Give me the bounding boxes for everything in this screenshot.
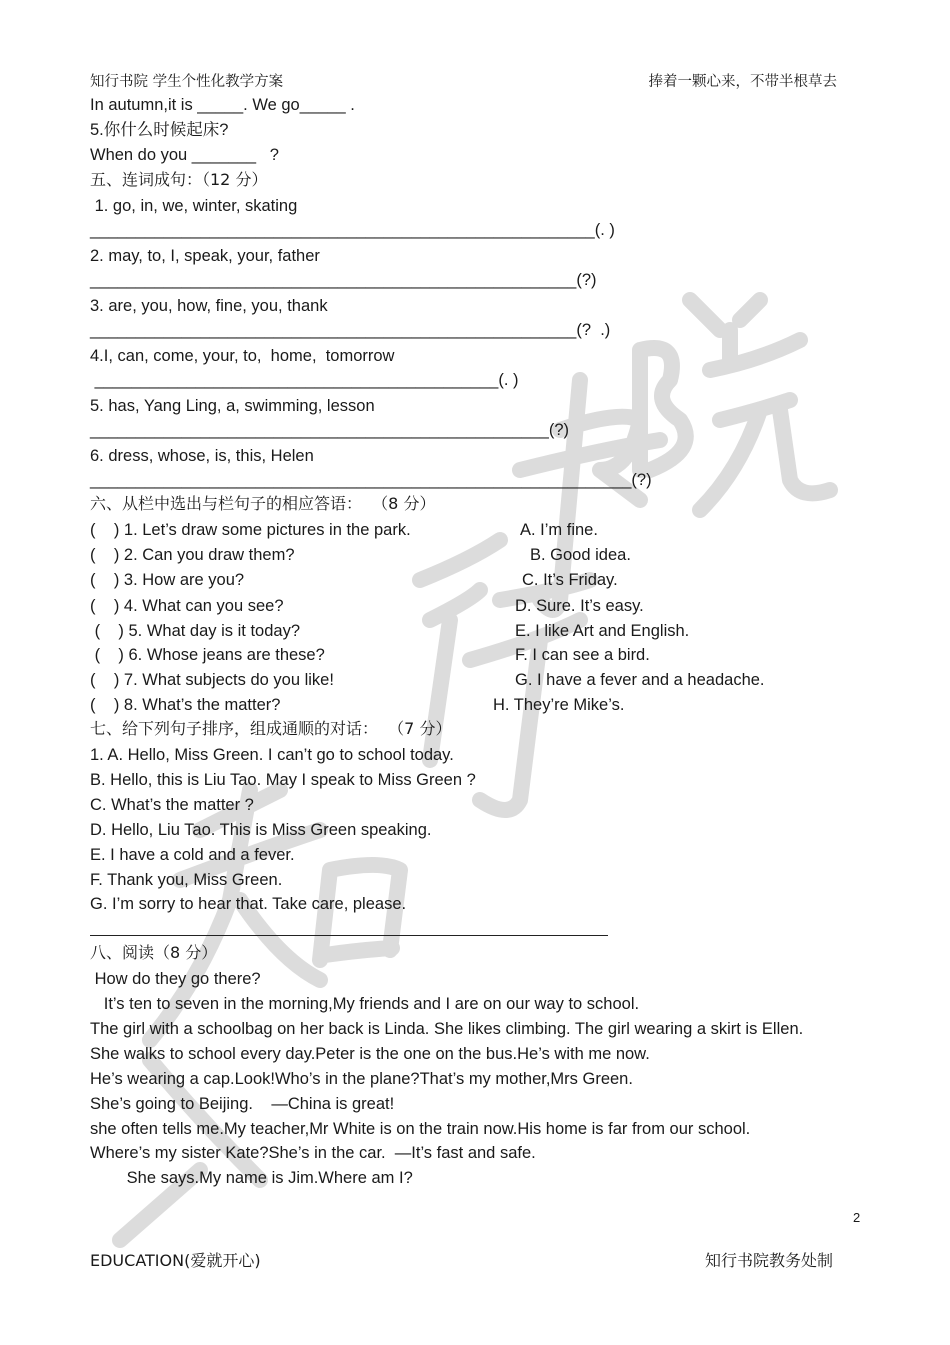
reading-line: She says.My name is Jim.Where am I? bbox=[90, 1169, 413, 1187]
question-line: 6. dress, whose, is, this, Helen bbox=[90, 447, 314, 465]
question-line: 3. are, you, how, fine, you, thank bbox=[90, 297, 328, 315]
dialogue-line: 1. A. Hello, Miss Green. I can’t go to school today. bbox=[90, 746, 454, 764]
section-heading-5: 五、连词成句：（12 分） bbox=[90, 170, 268, 189]
match-answer: C. It’s Friday. bbox=[522, 571, 618, 589]
dialogue-line: C. What’s the matter ? bbox=[90, 796, 254, 814]
answer-rule bbox=[90, 935, 608, 936]
text-line: When do you _______ ? bbox=[90, 146, 279, 164]
reading-line: She’s going to Beijing. —China is great! bbox=[90, 1095, 395, 1113]
footer-right: 知行书院教务处制 bbox=[705, 1251, 834, 1270]
match-answer: D. Sure. It’s easy. bbox=[515, 597, 644, 615]
dialogue-line: B. Hello, this is Liu Tao. May I speak to Miss Green ? bbox=[90, 771, 476, 789]
question-line: 2. may, to, I, speak, your, father bbox=[90, 247, 320, 265]
answer-blank: ____________________________________________(. ) bbox=[90, 371, 519, 389]
answer-blank: ___________________________________________________________(?) bbox=[90, 471, 652, 489]
reading-line: Where’s my sister Kate?She’s in the car. —It’s fast and safe. bbox=[90, 1144, 536, 1162]
match-question: ( ) 3. How are you? bbox=[90, 571, 245, 589]
match-question: ( ) 5. What day is it today? bbox=[90, 622, 300, 640]
match-answer: B. Good idea. bbox=[530, 546, 631, 564]
reading-line: He’s wearing a cap.Look!Who’s in the plane?That’s my mother,Mrs Green. bbox=[90, 1070, 633, 1088]
match-answer: E. I like Art and English. bbox=[515, 622, 690, 640]
answer-blank: _____________________________________________________(?) bbox=[90, 271, 597, 289]
match-question: ( ) 4. What can you see? bbox=[90, 597, 284, 615]
dialogue-line: E. I have a cold and a fever. bbox=[90, 846, 295, 864]
match-question: ( ) 2. Can you draw them? bbox=[90, 546, 295, 564]
header-left: 知行书院 学生个性化教学方案 bbox=[90, 74, 284, 90]
dialogue-line: D. Hello, Liu Tao. This is Miss Green speaking. bbox=[90, 821, 432, 839]
match-answer: A. I’m fine. bbox=[520, 521, 598, 539]
section-heading-6: 六、从栏中选出与栏句子的相应答语： （8 分） bbox=[90, 494, 436, 513]
page-number: 2 bbox=[853, 1210, 861, 1225]
match-question: ( ) 1. Let’s draw some pictures in the park. bbox=[90, 521, 411, 539]
reading-line: The girl with a schoolbag on her back is Linda. She likes climbing. The girl wearing a skirt is Ellen. bbox=[90, 1020, 804, 1038]
answer-blank: __________________________________________________(?) bbox=[90, 421, 569, 439]
question-line: 5. has, Yang Ling, a, swimming, lesson bbox=[90, 397, 375, 415]
text-line: 5.你什么时候起床? bbox=[90, 121, 229, 139]
match-question: ( ) 7. What subjects do you like! bbox=[90, 671, 334, 689]
reading-line: How do they go there? bbox=[90, 970, 261, 988]
match-question: ( ) 8. What’s the matter? bbox=[90, 696, 281, 714]
match-question: ( ) 6. Whose jeans are these? bbox=[90, 646, 325, 664]
header-right: 捧着一颗心来，不带半根草去 bbox=[648, 74, 837, 90]
answer-blank: _______________________________________________________(. ) bbox=[90, 221, 615, 239]
answer-blank: _____________________________________________________(? .) bbox=[90, 321, 611, 339]
reading-line: She walks to school every day.Peter is the one on the bus.He’s with me now. bbox=[90, 1045, 650, 1063]
reading-line: she often tells me.My teacher,Mr White is on the train now.His home is far from our school. bbox=[90, 1120, 751, 1138]
dialogue-line: G. I’m sorry to hear that. Take care, please. bbox=[90, 895, 407, 913]
question-line: 4.I, can, come, your, to, home, tomorrow bbox=[90, 347, 395, 365]
dialogue-line: F. Thank you, Miss Green. bbox=[90, 871, 283, 889]
text-line: In autumn,it is _____. We go_____ . bbox=[90, 96, 355, 114]
match-answer: H. They’re Mike’s. bbox=[493, 696, 625, 714]
section-heading-8: 八、阅读（8 分） bbox=[90, 943, 218, 962]
match-answer: F. I can see a bird. bbox=[515, 646, 650, 664]
section-heading-7: 七、给下列句子排序，组成通顺的对话： （7 分） bbox=[90, 719, 452, 738]
reading-line: It’s ten to seven in the morning,My friends and I are on our way to school. bbox=[90, 995, 640, 1013]
match-answer: G. I have a fever and a headache. bbox=[515, 671, 765, 689]
footer-left: EDUCATION(爱就开心) bbox=[90, 1251, 261, 1270]
question-line: 1. go, in, we, winter, skating bbox=[90, 197, 298, 215]
